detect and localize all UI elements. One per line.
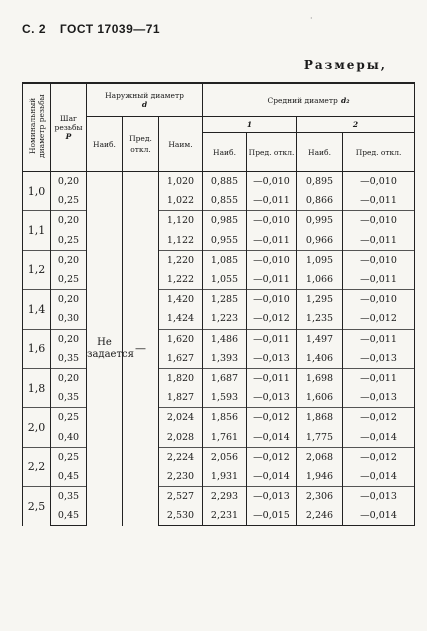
nominal-size-cell: 1,0 [23,172,51,211]
outer-min-cell: 1,220 [159,250,203,270]
class2-max-cell: 1,066 [297,270,343,290]
nominal-size-cell: 2,0 [23,408,51,447]
pitch-cell: 0,25 [51,191,87,211]
class1-dev-cell: —0,010 [247,290,297,310]
class2-max-cell: 1,497 [297,329,343,349]
outer-min-cell: 1,420 [159,290,203,310]
class1-dev-cell: —0,011 [247,231,297,251]
class1-max-cell: 1,856 [203,408,247,428]
header-c1-max: Наиб. [203,133,247,172]
table-row [23,487,415,507]
outer-min-cell: 1,020 [159,172,203,192]
class2-dev-cell: —0,012 [343,447,415,467]
outer-min-cell: 2,527 [159,487,203,507]
class1-max-cell: 1,393 [203,349,247,369]
class1-dev-cell: —0,012 [247,309,297,329]
class1-dev-cell: —0,010 [247,211,297,231]
header-c1-dev: Пред. откл. [247,133,297,172]
class1-dev-cell: —0,011 [247,368,297,388]
table-body [23,172,415,526]
table-row [23,172,415,192]
table-row [23,427,415,447]
outer-min-cell: 2,224 [159,447,203,467]
header-outer-diameter: Наружный диаметр d [87,83,203,117]
nominal-size-cell: 1,8 [23,368,51,407]
table-row [23,447,415,467]
class1-dev-cell: —0,014 [247,427,297,447]
class1-dev-cell: —0,011 [247,329,297,349]
pitch-cell: 0,25 [51,270,87,290]
outer-min-cell: 1,424 [159,309,203,329]
class2-dev-cell: —0,011 [343,368,415,388]
class2-max-cell: 0,966 [297,231,343,251]
class1-dev-cell: —0,011 [247,191,297,211]
pitch-cell: 0,35 [51,388,87,408]
dimensions-table [22,82,415,526]
class2-dev-cell: —0,010 [343,250,415,270]
outer-min-cell: 1,827 [159,388,203,408]
class2-dev-cell: —0,012 [343,408,415,428]
class2-max-cell: 1,235 [297,309,343,329]
class1-max-cell: 1,593 [203,388,247,408]
pitch-cell: 0,20 [51,290,87,310]
class1-max-cell: 1,223 [203,309,247,329]
header-class-2: 2 [297,117,415,133]
class1-dev-cell: —0,013 [247,487,297,507]
class2-max-cell: 2,068 [297,447,343,467]
class2-max-cell: 1,406 [297,349,343,369]
class2-max-cell: 0,866 [297,191,343,211]
page-header [22,22,170,36]
class2-max-cell: 0,895 [297,172,343,192]
table-row [23,388,415,408]
class2-max-cell: 0,995 [297,211,343,231]
pitch-cell: 0,20 [51,250,87,270]
nominal-size-cell: 2,2 [23,447,51,486]
nominal-size-cell: 1,6 [23,329,51,368]
table-row [23,329,415,349]
pitch-cell: 0,20 [51,172,87,192]
outer-max-not-specified: Не задается [87,172,123,526]
class2-max-cell: 1,868 [297,408,343,428]
class1-dev-cell: —0,012 [247,447,297,467]
table-row [23,211,415,231]
header-class-1: 1 [203,117,297,133]
class1-dev-cell: —0,013 [247,349,297,369]
pitch-cell: 0,35 [51,349,87,369]
nominal-size-cell: 2,5 [23,487,51,526]
class2-dev-cell: —0,014 [343,467,415,487]
class1-max-cell: 2,056 [203,447,247,467]
pitch-cell: 0,25 [51,447,87,467]
header-outer-dev: Пред. откл. [123,117,159,172]
standard-code: ГОСТ 17039—71 [59,22,161,36]
class1-max-cell: 1,761 [203,427,247,447]
scan-speck: · [310,14,313,23]
table-row [23,506,415,526]
class2-max-cell: 1,775 [297,427,343,447]
class1-max-cell: 2,293 [203,487,247,507]
pitch-cell: 0,45 [51,467,87,487]
table-row [23,408,415,428]
class1-max-cell: 2,231 [203,506,247,526]
class2-dev-cell: —0,014 [343,427,415,447]
class1-max-cell: 1,055 [203,270,247,290]
header-mean-diameter: Средний диаметр d₂ [203,83,415,117]
outer-min-cell: 1,122 [159,231,203,251]
table-row [23,349,415,369]
table-row [23,250,415,270]
nominal-size-cell: 1,1 [23,211,51,250]
table-row [23,309,415,329]
class2-dev-cell: —0,013 [343,388,415,408]
table-row [23,467,415,487]
class1-dev-cell: —0,014 [247,467,297,487]
class2-max-cell: 1,946 [297,467,343,487]
class2-dev-cell: —0,010 [343,172,415,192]
class2-dev-cell: —0,013 [343,487,415,507]
class2-max-cell: 1,606 [297,388,343,408]
class1-dev-cell: —0,015 [247,506,297,526]
outer-min-cell: 1,022 [159,191,203,211]
table-row [23,270,415,290]
class1-max-cell: 1,085 [203,250,247,270]
outer-min-cell: 2,530 [159,506,203,526]
class2-max-cell: 1,295 [297,290,343,310]
page-number: С. 2 [22,22,47,36]
class1-dev-cell: —0,012 [247,408,297,428]
class1-max-cell: 1,486 [203,329,247,349]
outer-dev-dash: — [123,172,159,526]
table-row [23,231,415,251]
nominal-size-cell: 1,4 [23,290,51,329]
header-outer-min: Наим. [159,117,203,172]
class2-dev-cell: —0,011 [343,329,415,349]
pitch-cell: 0,45 [51,506,87,526]
class2-dev-cell: —0,013 [343,349,415,369]
table-row [23,368,415,388]
pitch-cell: 0,20 [51,329,87,349]
class2-dev-cell: —0,011 [343,191,415,211]
nominal-size-cell: 1,2 [23,250,51,289]
class1-max-cell: 0,855 [203,191,247,211]
class2-max-cell: 1,095 [297,250,343,270]
class2-max-cell: 1,698 [297,368,343,388]
outer-min-cell: 1,120 [159,211,203,231]
class1-dev-cell: —0,011 [247,270,297,290]
class2-dev-cell: —0,014 [343,506,415,526]
outer-min-cell: 2,028 [159,427,203,447]
outer-min-cell: 1,627 [159,349,203,369]
pitch-cell: 0,20 [51,211,87,231]
pitch-cell: 0,30 [51,309,87,329]
pitch-cell: 0,20 [51,368,87,388]
pitch-cell: 0,40 [51,427,87,447]
header-nominal-diameter: Номинальный диаметр резьбы [23,83,51,172]
table-row [23,191,415,211]
class1-max-cell: 0,885 [203,172,247,192]
class2-max-cell: 2,306 [297,487,343,507]
class2-dev-cell: —0,011 [343,231,415,251]
class1-max-cell: 1,687 [203,368,247,388]
outer-min-cell: 2,024 [159,408,203,428]
class1-max-cell: 0,985 [203,211,247,231]
table-row [23,290,415,310]
header-c2-max: Наиб. [297,133,343,172]
outer-min-cell: 2,230 [159,467,203,487]
pitch-cell: 0,25 [51,408,87,428]
class2-max-cell: 2,246 [297,506,343,526]
class1-max-cell: 1,931 [203,467,247,487]
pitch-cell: 0,25 [51,231,87,251]
outer-min-cell: 1,222 [159,270,203,290]
class1-max-cell: 1,285 [203,290,247,310]
class2-dev-cell: —0,010 [343,211,415,231]
header-pitch: Шаг резьбы P [51,83,87,172]
pitch-cell: 0,35 [51,487,87,507]
header-outer-max: Наиб. [87,117,123,172]
outer-min-cell: 1,620 [159,329,203,349]
class2-dev-cell: —0,010 [343,290,415,310]
class2-dev-cell: —0,012 [343,309,415,329]
header-c2-dev: Пред. откл. [343,133,415,172]
units-caption: Размеры, [303,58,387,72]
class1-dev-cell: —0,010 [247,172,297,192]
outer-min-cell: 1,820 [159,368,203,388]
class2-dev-cell: —0,011 [343,270,415,290]
class1-max-cell: 0,955 [203,231,247,251]
class1-dev-cell: —0,010 [247,250,297,270]
class1-dev-cell: —0,013 [247,388,297,408]
